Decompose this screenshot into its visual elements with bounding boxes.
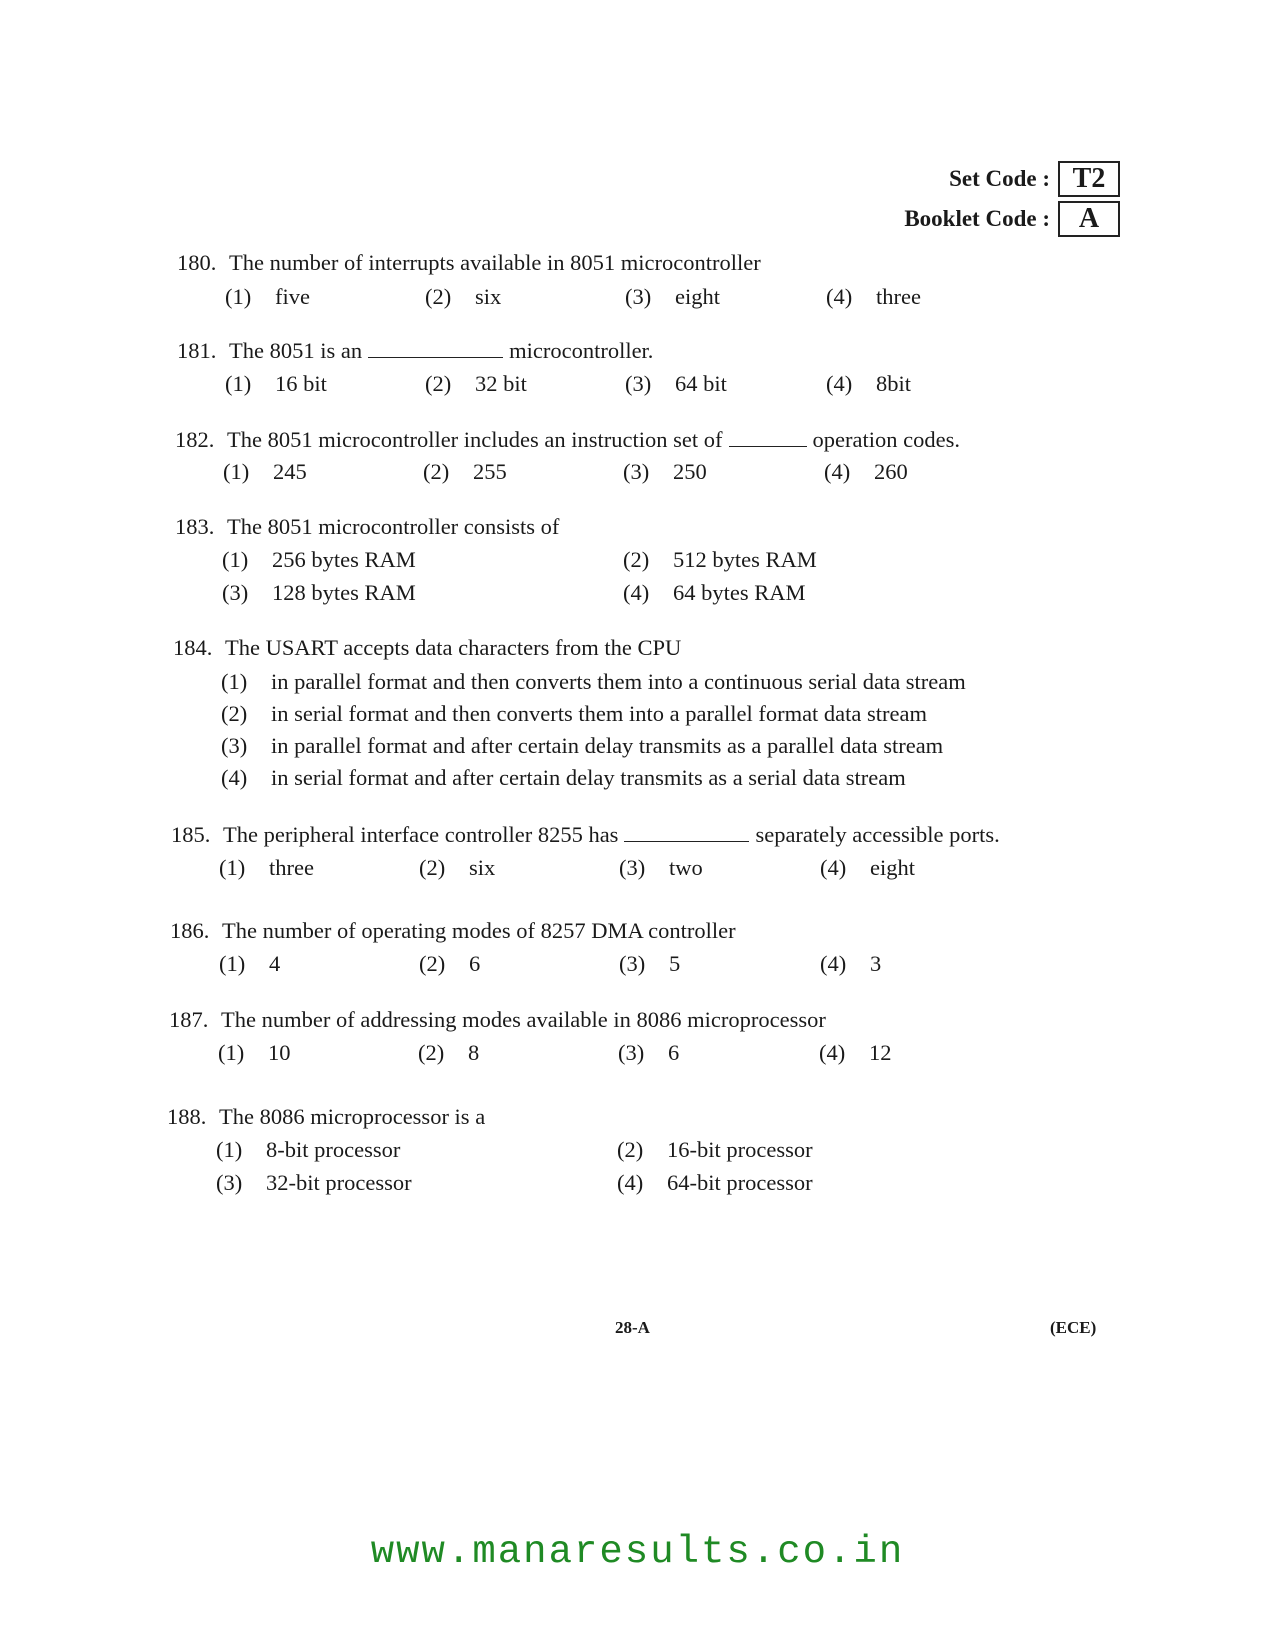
option: (1) in parallel format and then converts them into a continuous serial data stream [221,669,966,694]
option: (2) 32 bit [425,371,527,396]
option: (3) two [619,855,703,880]
option: (1) 16 bit [225,371,327,396]
option: (2) 8 [418,1040,480,1065]
question-text: 182. The 8051 microcontroller includes an instruction set of operation codes. [175,427,960,452]
option: (2) 6 [419,951,481,976]
code-block [840,160,1120,240]
option: (4) 3 [820,951,882,976]
option: (3) 128 bytes RAM [222,580,416,605]
question-text: 180. The number of interrupts available in 8051 microcontroller [177,250,761,275]
option: (2) six [425,284,502,309]
booklet-code-box: A [1058,201,1120,237]
option: (1) 4 [219,951,281,976]
question-text: 186. The number of operating modes of 8257 DMA controller [170,918,736,943]
option: (3) 64 bit [625,371,727,396]
watermark-url: www.manaresults.co.in [370,1530,905,1574]
option: (1) 10 [218,1040,291,1065]
option: (2) six [419,855,496,880]
page-number: 28-A [615,1318,650,1337]
set-code-box: T2 [1058,161,1120,197]
option: (1) 245 [223,459,307,484]
option: (3) eight [625,284,720,309]
option: (4) 64-bit processor [617,1170,813,1195]
option: (4) 8bit [826,371,912,396]
question-text: 184. The USART accepts data characters from the CPU [173,635,682,660]
set-code-row [840,160,1120,198]
question-text: 187. The number of addressing modes available in 8086 microprocessor [169,1007,826,1032]
set-code-label: Set Code : [949,166,1050,191]
question-text: 183. The 8051 microcontroller consists of [175,514,560,539]
option: (4) three [826,284,921,309]
option: (4) in serial format and after certain delay transmits as a serial data stream [221,765,906,790]
option: (1) five [225,284,310,309]
option: (2) 512 bytes RAM [623,547,817,572]
option: (1) 8-bit processor [216,1137,401,1162]
question-text: 188. The 8086 microprocessor is a [167,1104,486,1129]
question-text: 185. The peripheral interface controller 8255 has separately accessible ports. [171,822,1000,847]
booklet-code-label: Booklet Code : [904,206,1050,231]
option: (3) 6 [618,1040,680,1065]
option: (2) 255 [423,459,507,484]
subject-code: (ECE) [1050,1318,1097,1337]
option: (2) in serial format and then converts them into a parallel format data stream [221,701,928,726]
option: (4) eight [820,855,915,880]
option: (4) 64 bytes RAM [623,580,806,605]
option: (1) three [219,855,314,880]
booklet-code-row [840,200,1120,238]
option: (2) 16-bit processor [617,1137,813,1162]
option: (1) 256 bytes RAM [222,547,416,572]
option: (3) 250 [623,459,707,484]
question-text: 181. The 8051 is an microcontroller. [177,338,654,363]
option: (3) 5 [619,951,681,976]
option: (3) in parallel format and after certain delay transmits as a parallel data stream [221,733,944,758]
option: (4) 260 [824,459,908,484]
option: (4) 12 [819,1040,892,1065]
option: (3) 32-bit processor [216,1170,412,1195]
